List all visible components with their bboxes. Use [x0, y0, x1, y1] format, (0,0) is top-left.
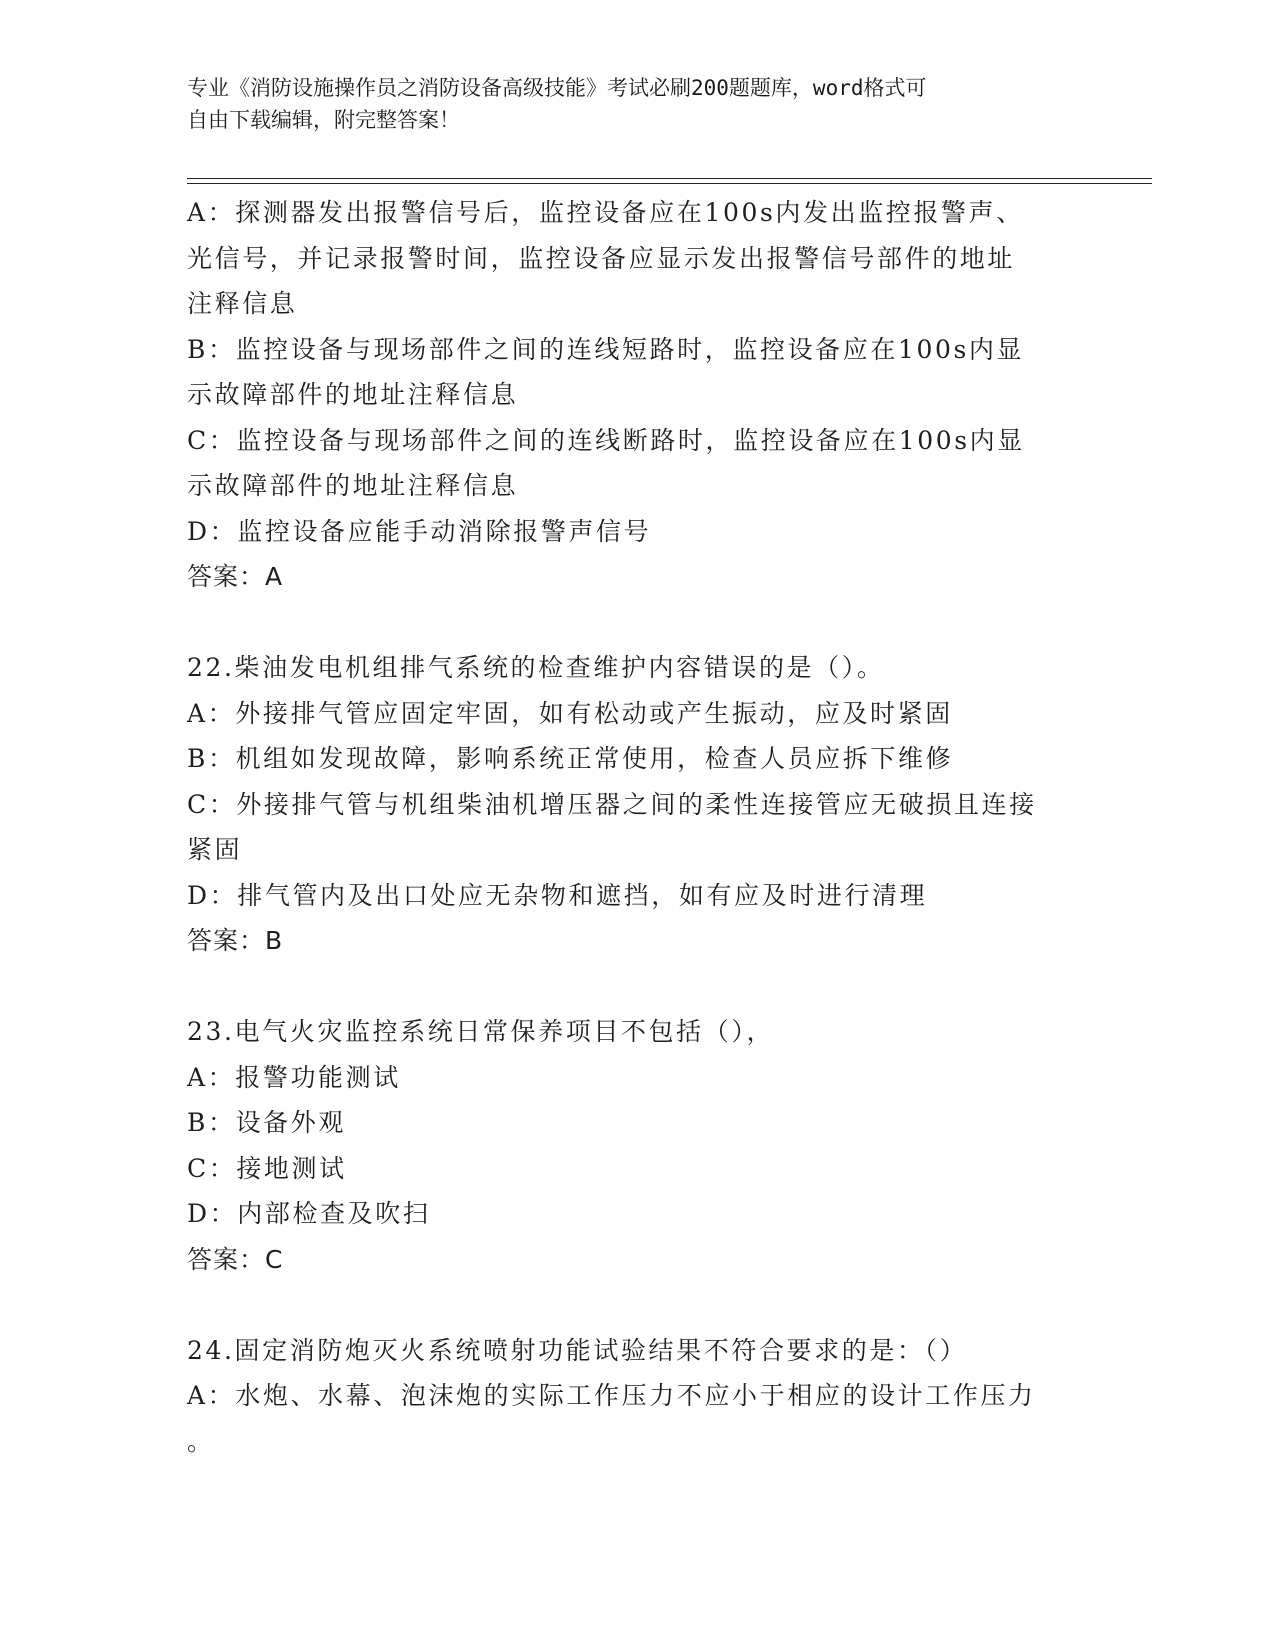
header-divider-top — [187, 178, 1152, 179]
header-divider-bottom — [187, 183, 1152, 184]
option-line: D：监控设备应能手动消除报警声信号 — [187, 516, 652, 546]
option-line: 。 — [187, 1426, 215, 1456]
option-line: D：排气管内及出口处应无杂物和遮挡，如有应及时进行清理 — [187, 880, 928, 910]
option-line: 示故障部件的地址注释信息 — [187, 380, 519, 409]
option-line: 紧固 — [187, 835, 243, 864]
option-line: B：设备外观 — [187, 1108, 346, 1137]
option-line: 注释信息 — [187, 289, 298, 318]
option-line: C：接地测试 — [187, 1153, 347, 1183]
option-line: B：机组如发现故障，影响系统正常使用，检查人员应拆下维修 — [187, 744, 954, 773]
spacer — [187, 964, 1087, 1010]
answer-line: 答案：B — [187, 926, 284, 955]
option-line: A：外接排气管应固定牢固，如有松动或产生振动，应及时紧固 — [187, 698, 953, 728]
option-line: 光信号，并记录报警时间，监控设备应显示发出报警信号部件的地址 — [187, 243, 1016, 273]
spacer — [187, 600, 1087, 646]
option-line: B：监控设备与现场部件之间的连线短路时，监控设备应在100s内显 — [187, 334, 1025, 364]
spacer — [187, 1282, 1087, 1328]
document-header — [187, 72, 1067, 136]
question-block-24 — [187, 1328, 1087, 1465]
question-stem: 23.电气火灾监控系统日常保养项目不包括（）， — [187, 1017, 775, 1046]
question-stem: 24.固定消防炮灭火系统喷射功能试验结果不符合要求的是：（） — [187, 1335, 968, 1365]
option-line: A：探测器发出报警信号后，监控设备应在100s内发出监控报警声、 — [187, 198, 1024, 227]
question-stem: 22.柴油发电机组排气系统的检查维护内容错误的是（）。 — [187, 653, 885, 682]
option-line: A：报警功能测试 — [187, 1062, 401, 1092]
option-line: C：外接排气管与机组柴油机增压器之间的柔性连接管应无破损且连接 — [187, 789, 1037, 819]
header-line-1: 专业《消防设施操作员之消防设备高级技能》考试必刷200题题库，word格式可 — [187, 76, 927, 100]
answer-line: 答案：C — [187, 1244, 284, 1274]
header-line-2: 自由下载编辑，附完整答案！ — [187, 108, 460, 132]
option-line: A：水炮、水幕、泡沫炮的实际工作压力不应小于相应的设计工作压力 — [187, 1381, 1036, 1410]
question-block-21 — [187, 190, 1087, 600]
option-line: C：监控设备与现场部件之间的连线断路时，监控设备应在100s内显 — [187, 425, 1025, 455]
question-block-22 — [187, 645, 1087, 964]
option-line: 示故障部件的地址注释信息 — [187, 471, 519, 500]
question-block-23 — [187, 1009, 1087, 1282]
answer-line: 答案：A — [187, 562, 284, 591]
question-list — [187, 190, 1087, 1464]
option-line: D：内部检查及吹扫 — [187, 1199, 431, 1228]
